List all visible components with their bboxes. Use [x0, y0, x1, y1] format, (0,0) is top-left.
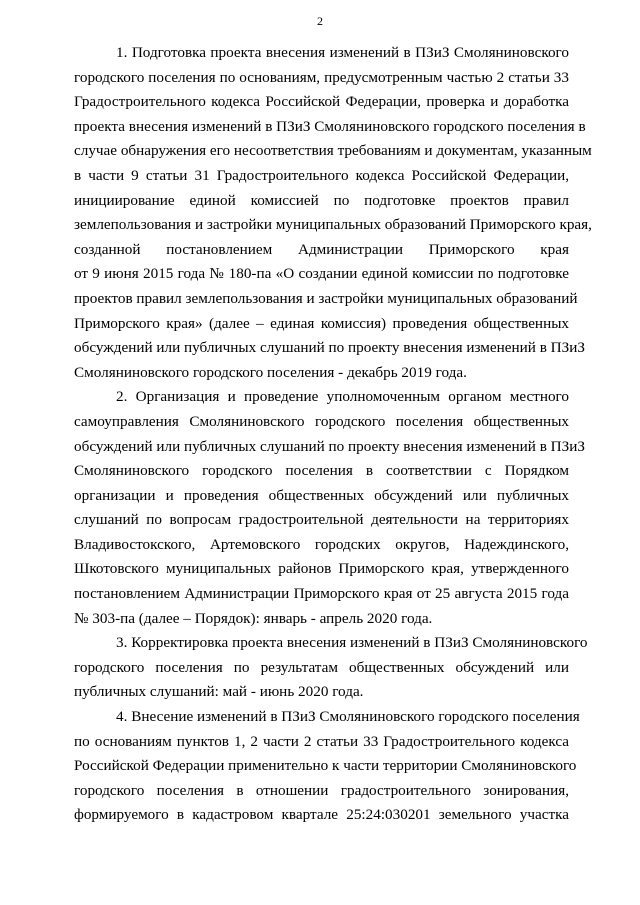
text-line: обсуждений или публичных слушаний по проекту внесения изменений в ПЗиЗ	[74, 437, 585, 455]
text-line: случае обнаружения его несоответствия требованиям и документам, указанным	[74, 142, 592, 160]
text-line: созданной постановлением Администрации Приморского края	[74, 240, 569, 258]
paragraph-4	[74, 705, 580, 828]
text-line: 1. Подготовка проекта внесения изменений в ПЗиЗ Смоляниновского	[116, 44, 569, 61]
text-line: постановлением Администрации Приморского края от 25 августа 2015 года	[74, 585, 569, 603]
document-body	[74, 41, 592, 828]
text-line: в части 9 статьи 31 Градостроительного кодекса Российской Федерации,	[74, 166, 569, 184]
paragraph-2	[74, 385, 585, 631]
text-line: публичных слушаний: май - июнь 2020 года.	[74, 683, 364, 701]
text-line: 4. Внесение изменений в ПЗиЗ Смоляниновского городского поселения	[116, 708, 580, 726]
text-line: по основаниям пунктов 1, 2 части 2 статьи 33 Градостроительного кодекса	[74, 732, 569, 750]
text-line: обсуждений или публичных слушаний по проекту внесения изменений в ПЗиЗ	[74, 339, 585, 357]
text-line: Приморского края» (далее – единая комиссия) проведения общественных	[74, 314, 569, 332]
text-line: № 303-па (далее – Порядок): январь - апрель 2020 года.	[74, 609, 433, 627]
paragraph-3	[74, 631, 588, 705]
text-line: землепользования и застройки муниципальных образований Приморского края,	[74, 216, 592, 234]
text-line: самоуправления Смоляниновского городского поселения общественных	[74, 412, 569, 430]
text-line: Шкотовского муниципальных районов Приморского края, утвержденного	[74, 560, 569, 578]
text-line: городского поселения в отношении градостроительного зонирования,	[74, 781, 569, 799]
text-line: Смоляниновского городского поселения - декабрь 2019 года.	[74, 363, 467, 381]
text-line: проектов правил землепользования и застройки муниципальных образований	[74, 289, 578, 307]
text-line: Смоляниновского городского поселения в соответствии с Порядком	[74, 462, 569, 480]
text-line: слушаний по вопросам градостроительной деятельности на территориях	[74, 511, 569, 529]
paragraph-1	[74, 41, 592, 385]
text-line: 2. Организация и проведение уполномоченным органом местного	[116, 388, 569, 406]
text-line: инициирование единой комиссией по подготовке проектов правил	[74, 191, 569, 209]
text-line: Градостроительного кодекса Российской Федерации, проверка и доработка	[74, 93, 569, 111]
text-line: формируемого в кадастровом квартале 25:24:030201 земельного участка	[74, 806, 569, 824]
text-line: от 9 июня 2015 года № 180-па «О создании единой комиссии по подготовке	[74, 265, 569, 283]
text-line: Владивостокского, Артемовского городских округов, Надеждинского,	[74, 535, 569, 553]
text-line: городского поселения по основаниям, предусмотренным частью 2 статьи 33	[74, 68, 569, 86]
page-number: 2	[317, 14, 323, 28]
text-line: проекта внесения изменений в ПЗиЗ Смоляниновского городского поселения в	[74, 117, 586, 135]
text-line: Российской Федерации применительно к части территории Смоляниновского	[74, 757, 577, 775]
text-line: городского поселения по результатам общественных обсуждений или	[74, 658, 569, 676]
text-line: организации и проведения общественных обсуждений или публичных	[74, 486, 569, 504]
text-line: 3. Корректировка проекта внесения изменений в ПЗиЗ Смоляниновского	[116, 634, 588, 652]
